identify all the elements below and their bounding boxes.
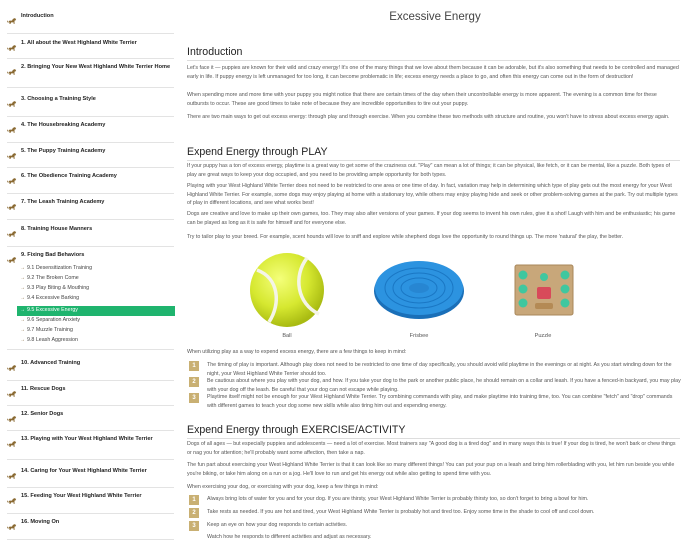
paragraph: When exercising your dog, or exercising with your dog, keep a few things in mind: <box>187 484 379 490</box>
sidebar-item[interactable] <box>0 411 178 420</box>
sidebar-item[interactable] <box>0 386 178 395</box>
sidebar-item-label: 12. Senior Dogs <box>21 411 64 417</box>
sidebar-divider <box>7 142 174 143</box>
paragraph: The fun part about exercising your West Highland White Terrier is that it can look like so many different things! You can put your pup on a leash and bring him rollerblading with you, let him run beside you while you're biking, or take him along on a run or a jog. He'll love to run and get his energy out while also getting to spend time with you. <box>187 462 675 477</box>
paragraph: When spending more and more time with your puppy you might notice that there are certain times of the day when their uncontrollable energy is more apparent. The evening is a common time for these outbursts to occur. These are good times to take note of because they are incredible opportunities to tire out your puppy. <box>187 92 657 107</box>
sidebar-subitem-label: 9.1 Desensitization Training <box>27 265 93 271</box>
tip-number-badge: 1 <box>189 495 199 505</box>
paragraph: Watch how he responds to different activities and adjust as necessary. <box>207 534 372 540</box>
sidebar-divider <box>7 380 174 381</box>
sidebar-divider <box>7 459 174 460</box>
page-title: Excessive Energy <box>389 11 481 23</box>
sidebar-item-label: 14. Caring for Your West Highland White Terrier <box>21 468 147 474</box>
sidebar-divider <box>7 219 174 220</box>
sidebar-subitem-label: 9.8 Leash Aggression <box>27 337 78 343</box>
sidebar-subitem[interactable] <box>20 284 89 293</box>
tip-text: Be cautious about where you play with your dog, and how. If you take your dog to the park or another public place, he should remain on a collar and leash. If you have a fenced-in backyard, you may play with your dog off the leash. Be careful that your dog can not escape while playing. <box>207 378 681 393</box>
dog-icon <box>7 493 17 502</box>
dog-icon <box>7 360 17 369</box>
sidebar-subitem-label: 9.2 The Broken Come <box>27 275 79 281</box>
dog-icon <box>7 436 17 445</box>
sidebar-item-label: Introduction <box>21 13 54 19</box>
sidebar-item[interactable] <box>0 96 178 105</box>
sidebar-item[interactable] <box>0 252 178 261</box>
dog-icon <box>7 122 17 131</box>
tip-number-badge: 3 <box>189 393 199 403</box>
sidebar-item[interactable] <box>0 173 178 182</box>
divider <box>187 60 680 61</box>
sidebar-divider <box>7 513 174 514</box>
sidebar-subitem-label: 9.7 Muzzle Training <box>27 327 73 333</box>
sidebar-divider <box>7 58 174 59</box>
paragraph: There are two main ways to get out excess energy: through play and through exercise. When you combine these two methods with structure and routine, you won't have to stress about excess energy again. <box>187 114 670 120</box>
arrow-right-icon: → <box>20 327 25 333</box>
sidebar-item-label: 15. Feeding Your West Highland White Terrier <box>21 493 142 499</box>
sidebar-subitem[interactable] <box>20 326 73 335</box>
tennis-ball-image <box>249 252 325 328</box>
sidebar-item[interactable] <box>0 493 178 502</box>
tip-number-badge: 3 <box>189 521 199 531</box>
sidebar-subitem[interactable] <box>20 294 79 303</box>
sidebar-divider <box>7 116 174 117</box>
sidebar-subitem-label: 9.5 Excessive Energy <box>27 307 78 313</box>
sidebar-divider <box>7 87 174 88</box>
sidebar <box>0 0 178 546</box>
dog-icon <box>7 468 17 477</box>
sidebar-item-label: 2. Bringing Your New West Highland White Terrier Home <box>21 64 171 70</box>
divider <box>187 160 680 161</box>
sidebar-divider <box>7 487 174 488</box>
section-heading-introduction: Introduction <box>187 46 243 58</box>
sidebar-divider <box>7 405 174 406</box>
sidebar-item-label: 8. Training House Manners <box>21 226 93 232</box>
arrow-right-icon: → <box>20 317 25 323</box>
sidebar-item[interactable] <box>0 519 178 528</box>
sidebar-divider <box>7 167 174 168</box>
tip-text: Always bring lots of water for you and for your dog. If you are thirsty, your West Highland White Terrier is probably thirsty too, so don't forget to bring a bowl for him. <box>207 496 589 502</box>
sidebar-divider <box>7 430 174 431</box>
tip-text: Take rests as needed. If you are hot and tired, your West Highland White Terrier is probably hot and tired too. Enjoy some time in the shade to cool off and cool down. <box>207 509 595 515</box>
sidebar-item[interactable] <box>0 360 178 369</box>
arrow-right-icon: → <box>20 337 25 343</box>
sidebar-item[interactable] <box>0 148 178 157</box>
sidebar-divider <box>7 246 174 247</box>
sidebar-divider <box>7 33 174 34</box>
frisbee-image <box>373 258 465 320</box>
sidebar-item[interactable] <box>0 64 178 73</box>
sidebar-item-label: 13. Playing with Your West Highland White Terrier <box>21 436 153 442</box>
sidebar-item-label: 7. The Leash Training Academy <box>21 199 105 205</box>
caption-frisbee: Frisbee <box>409 333 429 339</box>
sidebar-divider <box>7 539 174 540</box>
sidebar-divider <box>7 349 174 350</box>
sidebar-subitem-label: 9.4 Excessive Barking <box>27 295 80 301</box>
dog-icon <box>7 199 17 208</box>
section-heading-play: Expend Energy through PLAY <box>187 146 328 158</box>
tip-number-badge: 2 <box>189 377 199 387</box>
sidebar-item-label: 16. Moving On <box>21 519 60 525</box>
dog-icon <box>7 411 17 420</box>
sidebar-item[interactable] <box>0 468 178 477</box>
arrow-right-icon: → <box>20 307 25 313</box>
tip-number-badge: 2 <box>189 508 199 518</box>
sidebar-item[interactable] <box>0 13 178 22</box>
sidebar-item-label: 9. Fixing Bad Behaviors <box>21 252 85 258</box>
sidebar-item[interactable] <box>0 226 178 235</box>
dog-icon <box>7 40 17 49</box>
paragraph: When utilizing play as a way to expend excess energy, there are a few things to keep in mind: <box>187 349 407 355</box>
sidebar-subitem[interactable] <box>20 264 92 273</box>
dog-icon <box>7 226 17 235</box>
tip-text: Playtime itself might not be enough for your West Highland White Terrier. Try combining commands with play, and make playtime into training time, too. You can combine "fetch" and "drop" commands with different games to teach your dog some new skills while also tiring him out and expending energy. <box>207 394 673 409</box>
paragraph: Dogs of all ages — but especially puppies and adolescents — need a lot of exercise. Most trainers say "A good dog is a tired dog" and in many ways this is true! If your dog is tired, he won't bark or chew things or nag you for attention; he'll probably want some affection, then take a nap. <box>187 441 676 456</box>
sidebar-item[interactable] <box>0 40 178 49</box>
paragraph: Try to tailor play to your breed. For example, scent hounds will love to sniff and explore while shepherd dogs love the opportunity to round things up. The more 'natural' the play, the better. <box>187 234 624 240</box>
sidebar-item-label: 5. The Puppy Training Academy <box>21 148 106 154</box>
tip-number-badge: 1 <box>189 361 199 371</box>
section-heading-exercise: Expend Energy through EXERCISE/ACTIVITY <box>187 424 406 436</box>
dog-icon <box>7 173 17 182</box>
main-content <box>187 0 683 546</box>
sidebar-item-label: 11. Rescue Dogs <box>21 386 66 392</box>
sidebar-divider <box>7 193 174 194</box>
dog-icon <box>7 64 17 73</box>
divider <box>187 438 680 439</box>
paragraph: Dogs are creative and love to make up their own games, too. They may also alter versions of your games. If your dog seems to invent his own rules, give it a shot! Laugh with him and be enthusiastic; his game can be played as long as it is safe for himself and for everyone else. <box>187 211 676 226</box>
sidebar-subitem[interactable] <box>20 316 80 325</box>
sidebar-item[interactable] <box>0 199 178 208</box>
dog-icon <box>7 13 17 22</box>
sidebar-item-label: 6. The Obedience Training Academy <box>21 173 117 179</box>
sidebar-subitem[interactable] <box>20 336 78 345</box>
sidebar-item-label: 10. Advanced Training <box>21 360 81 366</box>
sidebar-item-label: 1. All about the West Highland White Terrier <box>21 40 137 46</box>
dog-icon <box>7 519 17 528</box>
caption-ball: Ball <box>282 333 292 339</box>
sidebar-item-label: 4. The Housebreaking Academy <box>21 122 106 128</box>
tip-text: Keep an eye on how your dog responds to certain activities. <box>207 522 348 528</box>
paragraph: Playing with your West Highland White Terrier does not need to be restricted to one area or one time of day. In fact, variation may help in determining which type of play gets out the most energy for your West Highland White Terrier. For example, some dogs may enjoy playing at home with a stationary toy, while others may enjoy playing hide and seek or other problem-solving games at the park. Try out multiple types of play in different locations, and see what works best! <box>187 183 678 207</box>
sidebar-item[interactable] <box>0 122 178 131</box>
sidebar-subitem[interactable] <box>20 306 78 315</box>
dog-icon <box>7 148 17 157</box>
dog-icon <box>7 96 17 105</box>
arrow-right-icon: → <box>20 295 25 301</box>
sidebar-subitem-label: 9.3 Play Biting & Mouthing <box>27 285 90 291</box>
sidebar-item[interactable] <box>0 436 178 445</box>
paragraph: Let's face it — puppies are known for their wild and crazy energy! It's one of the many things that we love about them because it can be adorable, but it's also something that needs to be controlled and managed early in life. If puppy energy is left unmanaged for too long, it can become problematic in life; excess energy needs a place to go, and often this energy can come out in the form of destruction! <box>187 65 679 80</box>
paragraph: If your puppy has a ton of excess energy, playtime is a great way to get some of the craziness out. "Play" can mean a lot of things; it can be physical, like fetch, or it can be mental, like a puzzle. Both types of play are great ways to keep your dog occupied, and you need to be providing ample opportunity for both types. <box>187 163 670 178</box>
puzzle-toy-image <box>509 255 577 323</box>
tip-text: The timing of play is important. Although play does not need to be restricted to one time of day specifically, you should avoid wild playtime in the evenings or at night. As you start winding down for the night, your West Highland White Terrier should too. <box>207 362 672 377</box>
caption-puzzle: Puzzle <box>534 333 552 339</box>
arrow-right-icon: → <box>20 285 25 291</box>
sidebar-item-label: 3. Choosing a Training Style <box>21 96 96 102</box>
arrow-right-icon: → <box>20 265 25 271</box>
sidebar-subitem[interactable] <box>20 274 79 283</box>
dog-icon <box>7 252 17 261</box>
sidebar-subitem-label: 9.6 Separation Anxiety <box>27 317 81 323</box>
dog-icon <box>7 386 17 395</box>
arrow-right-icon: → <box>20 275 25 281</box>
